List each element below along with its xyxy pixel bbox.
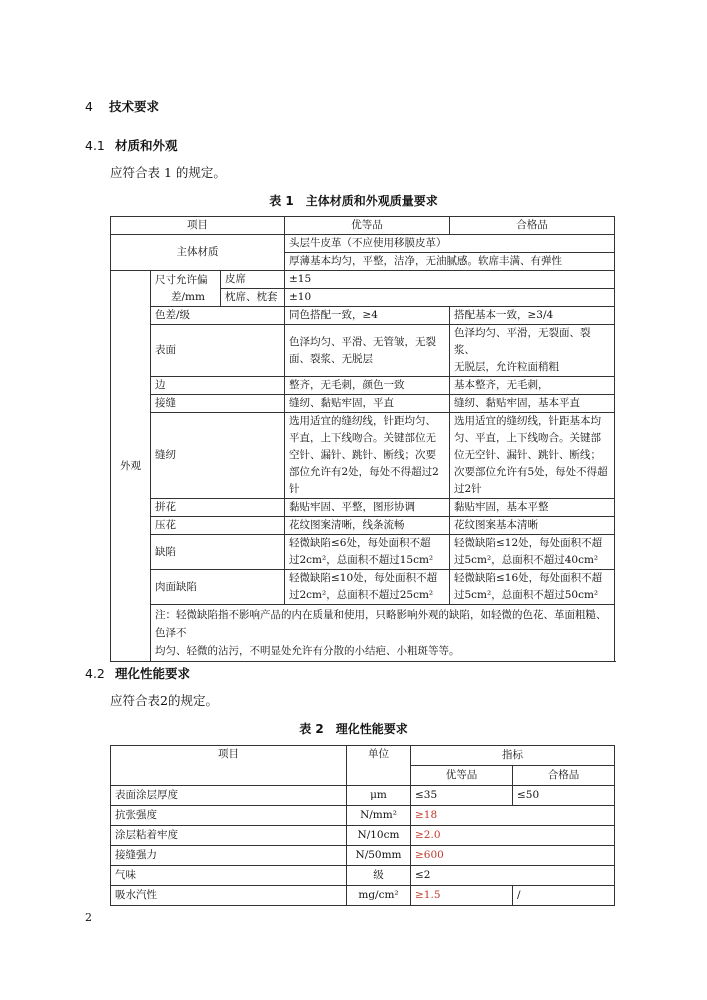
table-row-value: ≤2 — [411, 866, 615, 886]
sewing-label: 缝纫 — [151, 413, 285, 499]
table-header-excellent: 优等品 — [285, 217, 450, 235]
table-row-unit: 级 — [347, 866, 411, 886]
section-4-1-text: 应符合表 1 的规定。 — [110, 165, 226, 180]
emboss-qualified: 花纹图案基本清晰 — [450, 517, 615, 535]
joint-label: 接缝 — [151, 395, 285, 413]
table-row-item: 吸水汽性 — [111, 886, 347, 906]
flesh-defect-label: 肉面缺陷 — [151, 570, 285, 605]
pillow-value: ±10 — [285, 289, 615, 307]
main-material-line-1: 头层牛皮革（不应使用移膜皮革） — [285, 235, 615, 253]
joint-qualified: 缝纫、黏贴牢固，基本平直 — [450, 395, 615, 413]
table-2-header-excellent: 优等品 — [411, 766, 513, 786]
section-number: 4 — [85, 99, 93, 114]
sewing-excellent: 选用适宜的缝纫线，针距均匀、 平直，上下线吻合。关键部位无 空针、漏针、跳针、断线；次要 部位允许有2处，每处不得超过2 针 — [285, 413, 450, 499]
dimension-label-line: 差/mm — [171, 290, 205, 303]
table-row-qualified: / — [513, 886, 615, 906]
color-diff-excellent: 同色搭配一致，≥4 — [285, 307, 450, 325]
table-row-value: ≥600 — [411, 846, 615, 866]
edge-label: 边 — [151, 377, 285, 395]
section-4-2-heading — [85, 664, 190, 682]
table-row-excellent: ≥1.5 — [411, 886, 513, 906]
defect-excellent: 轻微缺陷≤6处，每处面积不超 过2cm²，总面积不超过15cm² — [285, 535, 450, 570]
seat-label: 皮席 — [221, 271, 285, 289]
table-row-item: 接缝强力 — [111, 846, 347, 866]
section-number: 4.2 — [85, 666, 105, 681]
color-diff-label: 色差/级 — [151, 307, 285, 325]
joint-excellent: 缝纫、黏贴牢固，平直 — [285, 395, 450, 413]
flesh-defect-qualified: 轻微缺陷≤16处，每处面积不超 过5cm²，总面积不超过50cm² — [450, 570, 615, 605]
table-row-item: 涂层粘着牢度 — [111, 826, 347, 846]
table-2-header-item: 项目 — [111, 746, 347, 786]
table-row-item: 抗张强度 — [111, 806, 347, 826]
table-row-qualified: ≤50 — [513, 786, 615, 806]
table-row-unit: N/50mm — [347, 846, 411, 866]
edge-excellent: 整齐，无毛刺，颜色一致 — [285, 377, 450, 395]
table-row-unit: μm — [347, 786, 411, 806]
flesh-defect-excellent: 轻微缺陷≤10处，每处面积不超 过2cm²，总面积不超过25cm² — [285, 570, 450, 605]
dimension-tolerance-label — [151, 271, 221, 307]
emboss-label: 压花 — [151, 517, 285, 535]
table-1-note: 注：轻微缺陷指不影响产品的内在质量和使用，只略影响外观的缺陷，如轻微的色花、革面粗糙、色泽不 均匀、轻微的沾污，不明显处允许有分散的小结疤、小粗斑等等。 — [151, 605, 615, 662]
section-title: 理化性能要求 — [115, 666, 191, 681]
pillow-label: 枕席、枕套 — [221, 289, 285, 307]
section-title: 材质和外观 — [115, 138, 178, 153]
table-1-caption: 表 1 主体材质和外观质量要求 — [269, 194, 438, 208]
surface-label: 表面 — [151, 325, 285, 377]
sewing-qualified: 选用适宜的缝纫线，针距基本均 匀、平直，上下线吻合。关键部 位无空针、漏针、跳针、断线； 次要部位允许有5处，每处不得超 过2针 — [450, 413, 615, 499]
table-2 — [110, 745, 615, 906]
main-material-line-2: 厚薄基本均匀，平整，洁净，无油腻感。软席丰满、有弹性 — [285, 253, 615, 271]
table-row-unit: mg/cm² — [347, 886, 411, 906]
table-row-value: ≥18 — [411, 806, 615, 826]
table-row-excellent: ≤35 — [411, 786, 513, 806]
table-2-caption: 表 2 理化性能要求 — [299, 722, 408, 736]
table-row-item: 表面涂层厚度 — [111, 786, 347, 806]
section-4-heading — [85, 97, 159, 115]
section-title: 技术要求 — [109, 99, 160, 114]
splice-qualified: 黏贴牢固，基本平整 — [450, 499, 615, 517]
table-row-item: 气味 — [111, 866, 347, 886]
surface-qualified: 色泽均匀、平滑，无裂面、裂浆、 无脱层，允许粒面稍粗 — [450, 325, 615, 377]
seat-value: ±15 — [285, 271, 615, 289]
color-diff-qualified: 搭配基本一致，≥3/4 — [450, 307, 615, 325]
section-4-2-text: 应符合表2的规定。 — [110, 693, 218, 708]
table-row-unit: N/10cm — [347, 826, 411, 846]
dimension-label-line: 尺寸允许偏 — [155, 273, 208, 286]
surface-excellent: 色泽均匀、平滑、无管皱，无裂 面、裂浆、无脱层 — [285, 325, 450, 377]
section-4-1-heading — [85, 136, 178, 154]
table-header-qualified: 合格品 — [450, 217, 615, 235]
row-main-material: 主体材质 — [111, 235, 285, 271]
table-1 — [110, 216, 615, 662]
edge-qualified: 基本整齐，无毛刺， — [450, 377, 615, 395]
section-number: 4.1 — [85, 138, 105, 153]
emboss-excellent: 花纹图案清晰，线条流畅 — [285, 517, 450, 535]
splice-excellent: 黏贴牢固、平整，图形协调 — [285, 499, 450, 517]
table-2-header-qualified: 合格品 — [513, 766, 615, 786]
defect-qualified: 轻微缺陷≤12处，每处面积不超 过5cm²，总面积不超过40cm² — [450, 535, 615, 570]
table-row-value: ≥2.0 — [411, 826, 615, 846]
table-row-unit: N/mm² — [347, 806, 411, 826]
page-number: 2 — [85, 911, 92, 924]
table-2-header-index: 指标 — [411, 746, 615, 766]
row-appearance: 外观 — [111, 271, 151, 662]
table-2-header-unit: 单位 — [347, 746, 411, 786]
table-header-item: 项目 — [111, 217, 285, 235]
defect-label: 缺陷 — [151, 535, 285, 570]
splice-label: 拼花 — [151, 499, 285, 517]
